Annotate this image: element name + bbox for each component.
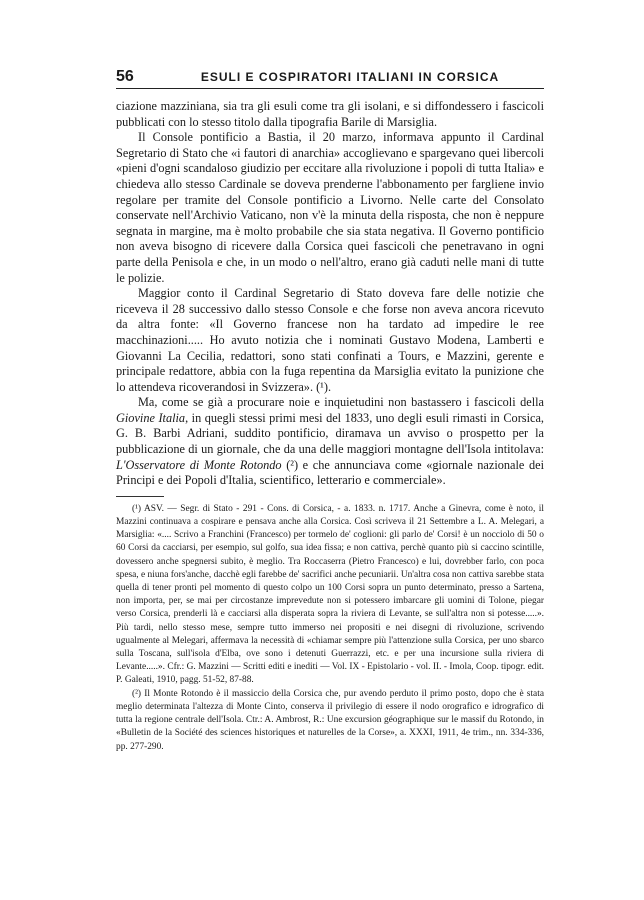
main-text: [116, 99, 544, 489]
page-number: 56: [116, 68, 134, 85]
footnote-2: (²) Il Monte Rotondo è il massiccio della Corsica che, pur avendo perduto il primo posto, dopo che è stata meglio determinata l'altezza di Monte Cinto, conserva il privilegio di essere il nodo orografico e idrografico di tutta la regione centrale dell'Isola. Ctr.: A. Ambrost, R.: Une excursion géographique sur le massif du Rotondo, in «Bulletin de la Société des sciences historiques et naturelles de la Corse», a. XXXI, 1911, 4e trim., nn. 334-336, pp. 277-290.: [116, 688, 544, 752]
paragraph-4-part-c: (²) e che annunciava come «giornale nazionale dei Principi e dei Popoli d'Italia, scientifico, letterario e commerciale».: [116, 457, 545, 488]
title-giovine-italia: Giovine Italia: [116, 410, 186, 425]
paragraph-4-part-a: Ma, come se già a procurare noie e inquietudini non bastassero i fascicoli della: [138, 395, 544, 410]
title-osservatore: L'Osservatore di Monte Rotondo: [116, 457, 282, 472]
paragraph-3: Maggior conto il Cardinal Segretario di Stato doveva fare delle notizie che riceveva il 28 successivo dallo stesso Console e che forse non aveva ancora ricevuto da altra fonte: «Il Governo francese non ha tardato ad impedire le ree macchinazioni..... Ho avuto notizia che i nominati Gustavo Modena, Lamberti e Giovanni La Cecilia, redattori, sono stati confinati a Tours, e Mazzini, gerente e principale redattore, abbia con la fuga repentina da Marsiglia evitato la punizione che lo attendeva ricoverandosi in Svizzera». (¹).: [116, 286, 544, 394]
paragraph-2: Il Console pontificio a Bastia, il 20 marzo, informava appunto il Cardinal Segretario di Stato che «i fautori di anarchia» accoglievano e spargevano quei libercoli «pieni d'ogni scandaloso giudizio per eccitare alla rivoluzione i popoli di tutta Italia» e chiedeva allo stesso Cardinale se doveva prenderne l'abbonamento per fargliene invio regolare per tramite del Console pontificio a Livorno. Nelle carte del Consolato conservate nell'Archivio Vaticano, non v'è la minuta della risposta, che non è neppure segnata in margine, ma è molto probabile che sia stata negativa. Il Governo pontificio non aveva bisogno di ricevere dalla Corsica quei fascicoli che penetravano in ogni parte della Penisola e che, in un modo o nell'altro, erano già caduti nelle mani di tutte le polizie.: [116, 130, 544, 285]
paragraph-4-part-b: , in quegli stessi primi mesi del 1833, uno degli esuli rimasti in Corsica, G. B. Barbi Adriani, suddito pontificio, diramava un avviso o prospetto per la pubblicazione di un giornale, che da una delle maggiori montagne dell'Isola intitolava:: [116, 410, 544, 457]
footnotes: [116, 503, 544, 754]
footnote-divider: [116, 496, 164, 497]
paragraph-4: [116, 395, 544, 489]
page-header: [116, 68, 544, 89]
paragraph-1: ciazione mazziniana, sia tra gli esuli come tra gli isolani, e si diffondessero i fascicoli pubblicati con lo stesso titolo dalla tipografia Barile di Marsiglia.: [116, 99, 544, 129]
footnote-1: (¹) ASV. — Segr. di Stato - 291 - Cons. di Corsica, - a. 1833. n. 1717. Anche a Ginevra, come è noto, il Mazzini continuava a cospirare e pensava anche alla Corsica. Così scriveva il 21 Settembre a L. A. Melegari, a Marsiglia: «.... Scrivo a Franchini (Francesco) per tormelo de' coglioni: gli parlo de' Corsi! è un nocciolo di 50 o 60 Corsi da cacciarsi, per esempio, sul golfo, sua idea fissa; e non cattiva, perchè quanto più si caccino scintille, dovessero anche spegnersi subito, è meglio. Tra Roccaserra (Pietro Francesco) e lui, dovrebber farlo, con poca spesa, e niuna fors'anche, dacchè egli farebbe de' sacrifici anche pecuniarii. Un'altra cosa non cattiva sarebbe stata quella di tener pronti pel momento di questo colpo un 100 Corsi sopra un punto determinato, presso a Sartena, non importa, per, se mai per circostanze imprevedute non si potessero imbarcare gli uomini di Tolone, piegar verso Corsica, prenderli là e cacciarsi alla disperata sopra la riviera di Levante, se sull'altra non si potesse.....». Più tardi, nello stesso mese, sempre tutto immerso nei propositi e nei disegni di rivoluzione, scrivendo ugualmente al Melegari, affermava la necessità di «chiamar sempre più l'attenzione sulla Corsica, per uno sbarco sulla Toscana, sull'isola d'Elba, ove sono i detenuti Guerrazzi, etc. e per una incursione sulla riviera di Levante.....». Cfr.: G. Mazzini — Scritti editi e inediti — Vol. IX - Epistolario - vol. II. - Imola, Coop. tipogr. edit. P. Galeati, 1910, pagg. 51-52, 87-88.: [116, 503, 544, 686]
running-title: ESULI E COSPIRATORI ITALIANI IN CORSICA: [200, 70, 500, 84]
book-page: [116, 68, 544, 754]
